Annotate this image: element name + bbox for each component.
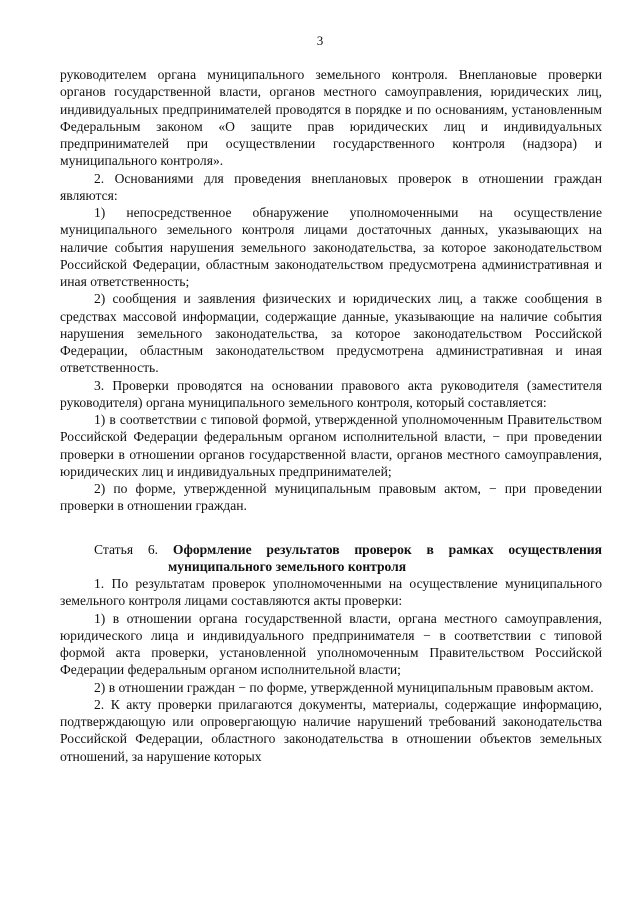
- paragraph-acts-organizations: 1) в отношении органа государственной власти, органа местного самоуправления, юридического лица и индивидуального предпринимателя − в соответствии с типовой формой акта проверки, установленной уполномоченным Правительством Российской Федерации федеральным органом исполнительной власти;: [60, 610, 602, 678]
- article-title-line1: Оформление результатов проверок в рамках осуществления: [172, 541, 602, 557]
- section-spacer: [60, 515, 602, 541]
- paragraph-act-attachments: 2. К акту проверки прилагаются документы, материалы, содержащие информацию, подтверждающую или опровергающую наличие нарушений требований законодательства Российской Федерации, областного законодательства в отношении объектов земельных отношений, за нарушение которых: [60, 696, 602, 764]
- paragraph-inspections-legal-act: 3. Проверки проводятся на основании правового акта руководителя (заместителя руководителя) органа муниципального земельного контроля, который составляется:: [60, 377, 602, 410]
- paragraph-grounds-citizens: 2. Основаниями для проведения внеплановых проверок в отношении граждан являются:: [60, 170, 602, 203]
- page-number: 3: [316, 33, 324, 48]
- paragraph-acts-citizens: 2) в отношении граждан − по форме, утвержденной муниципальным правовым актом.: [94, 679, 594, 695]
- article-title-line2: муниципального земельного контроля: [168, 558, 407, 574]
- paragraph-municipal-form: 2) по форме, утвержденной муниципальным правовым актом, − при проведении проверки в отношении граждан.: [60, 481, 602, 514]
- paragraph-ground-direct-detection: 1) непосредственное обнаружение уполномоченными на осуществление муниципального земельного контроля лицами достаточных данных, указывающих на наличие события нарушения земельного законодательства, за которое законодательством Российской Федерации, областным законодательством предусмотрена административная и иная ответственность;: [60, 205, 602, 289]
- paragraph-unplanned-inspections-continuation: руководителем органа муниципального земельного контроля. Внеплановые проверки органов государственной власти, органов местного самоуправления, юридических лиц, индивидуальных предпринимателей проводятся в порядке и по основаниям, установленным Федеральным законом «О защите прав юридических лиц и индивидуальных предпринимателей при осуществлении государственного контроля (надзора) и муниципального контроля».: [60, 67, 602, 169]
- paragraph-inspection-acts: 1. По результатам проверок уполномоченными на осуществление муниципального земельного контроля лицами составляются акты проверки:: [60, 576, 602, 609]
- document-body: [60, 66, 602, 765]
- paragraph-ground-reports-media: 2) сообщения и заявления физических и юридических лиц, а также сообщения в средствах массовой информации, содержащие данные, указывающие на наличие события нарушения земельного законодательства, за которое законодательством Российской Федерации, областным законодательством предусмотрена административная и иная ответственность.: [60, 291, 602, 376]
- article-label: Статья 6.: [94, 541, 159, 557]
- article-6-heading: [60, 541, 602, 558]
- paragraph-standard-form: 1) в соответствии с типовой формой, утвержденной уполномоченным Правительством Российской Федерации федеральным органом исполнительной власти, − при проведении проверки в отношении органов государственной власти, органов местного самоуправления, юридических лиц и индивидуальных предпринимателей;: [60, 412, 602, 479]
